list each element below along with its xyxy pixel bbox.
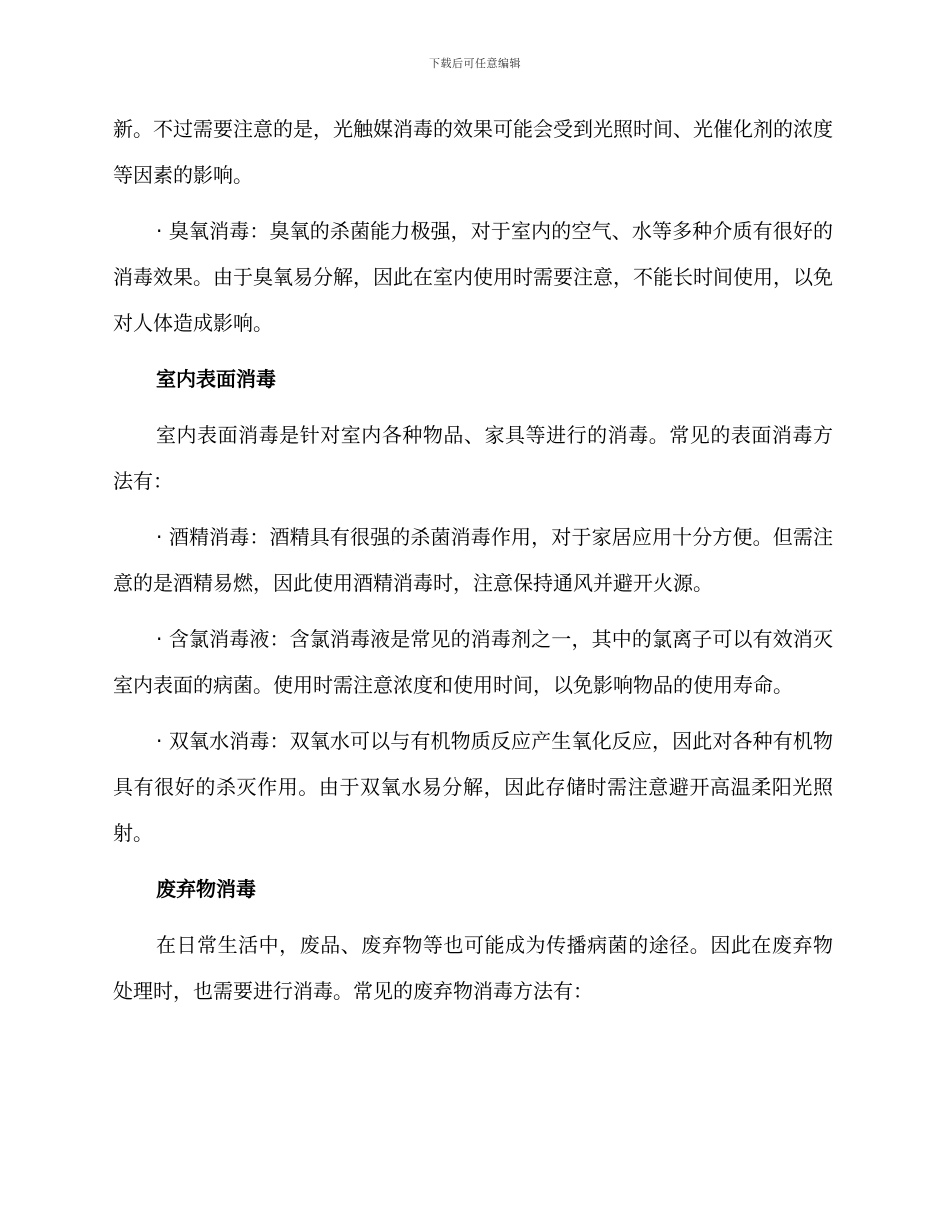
section-heading-surface-disinfection: 室内表面消毒 <box>156 367 276 391</box>
document-body <box>113 106 833 1024</box>
page-header: 下载后可任意编辑 <box>429 57 521 70</box>
paragraph-ozone-disinfection: · 臭氧消毒：臭氧的杀菌能力极强，对于室内的空气、水等多种介质有很好的消毒效果。由于臭氧易分解，因此在室内使用时需要注意，不能长时间使用，以免对人体造成影响。 <box>113 219 833 335</box>
paragraph-chlorine-disinfection: · 含氯消毒液：含氯消毒液是常见的消毒剂之一，其中的氯离子可以有效消灭室内表面的病菌。使用时需注意浓度和使用时间，以免影响物品的使用寿命。 <box>113 627 833 697</box>
paragraph-surface-intro: 室内表面消毒是针对室内各种物品、家具等进行的消毒。常见的表面消毒方法有： <box>113 423 833 493</box>
section-heading-waste-disinfection: 废弃物消毒 <box>156 877 256 901</box>
paragraph-hydrogen-peroxide-disinfection: · 双氧水消毒：双氧水可以与有机物质反应产生氧化反应，因此对各种有机物具有很好的杀灭作用。由于双氧水易分解，因此存储时需注意避开高温柔阳光照射。 <box>113 729 833 845</box>
paragraph-alcohol-disinfection: · 酒精消毒：酒精具有很强的杀菌消毒作用，对于家居应用十分方便。但需注意的是酒精易燃，因此使用酒精消毒时，注意保持通风并避开火源。 <box>113 525 833 595</box>
paragraph-waste-intro: 在日常生活中，废品、废弃物等也可能成为传播病菌的途径。因此在废弃物处理时，也需要进行消毒。常见的废弃物消毒方法有： <box>113 933 833 1003</box>
paragraph-photocatalyst-continued: 新。不过需要注意的是，光触媒消毒的效果可能会受到光照时间、光催化剂的浓度等因素的影响。 <box>113 117 833 187</box>
